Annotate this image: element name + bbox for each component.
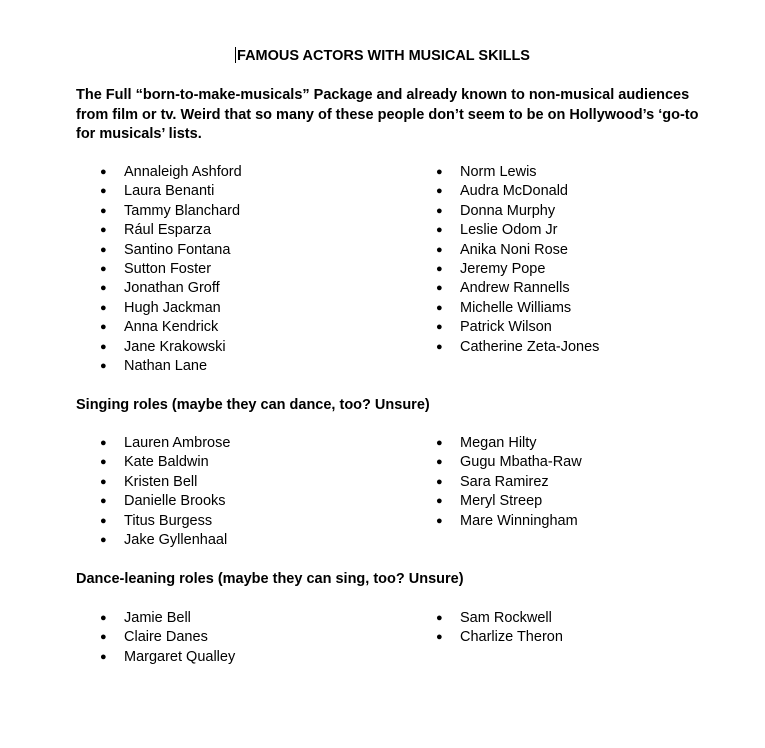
actor-name: Megan Hilty: [460, 435, 537, 451]
actor-name: Titus Burgess: [124, 512, 213, 529]
bullet-icon: ●: [436, 475, 443, 488]
actor-name: Meryl Streep: [460, 493, 543, 510]
dance-roles-heading: Dance-leaning roles (maybe they can sing, too? Unsure): [76, 571, 464, 587]
actor-name: Jamie Bell: [124, 610, 191, 626]
actor-name: Hugh Jackman: [124, 299, 221, 316]
actor-name: Charlize Theron: [460, 629, 563, 646]
bullet-icon: ●: [100, 185, 107, 198]
actor-name: Michelle Williams: [460, 299, 572, 316]
intro-paragraph: The Full “born-to-make-musicals” Package and already known to non-musical audiences from film or tv. Weird that so many of these people don’t seem to be on Hollywood’s ‘go-to for musicals’ lists.: [76, 87, 699, 142]
actor-name: Tammy Blanchard: [124, 202, 241, 219]
actor-name: Leslie Odom Jr: [460, 222, 558, 239]
actor-name: Rául Esparza: [124, 222, 212, 239]
actor-name: Donna Murphy: [460, 202, 556, 219]
actor-name: Laura Benanti: [124, 183, 215, 200]
bullet-icon: ●: [436, 631, 443, 644]
document-title[interactable]: [0, 47, 765, 65]
actor-name: Audra McDonald: [460, 183, 568, 200]
text-cursor: [235, 47, 236, 63]
bullet-icon: ●: [100, 301, 107, 314]
actor-name: Annaleigh Ashford: [124, 164, 242, 180]
actor-name: Patrick Wilson: [460, 319, 552, 336]
bullet-icon: ●: [100, 204, 107, 217]
actor-name: Margaret Qualley: [124, 648, 236, 665]
document-title-text: FAMOUS ACTORS WITH MUSICAL SKILLS: [237, 48, 530, 64]
bullet-icon: ●: [436, 340, 443, 353]
bullet-icon: ●: [436, 301, 443, 314]
bullet-icon: ●: [100, 282, 107, 295]
actor-name: Nathan Lane: [124, 357, 208, 374]
actor-name: Jeremy Pope: [460, 260, 546, 277]
bullet-icon: ●: [436, 282, 443, 295]
bullet-icon: ●: [436, 204, 443, 217]
actor-name: Kristen Bell: [124, 473, 198, 490]
bullet-icon: ●: [100, 321, 107, 334]
bullet-icon: ●: [436, 495, 443, 508]
actor-name: Jonathan Groff: [124, 280, 220, 297]
bullet-icon: ●: [436, 224, 443, 237]
bullet-icon: ●: [436, 437, 443, 449]
actor-name: Gugu Mbatha-Raw: [460, 454, 582, 471]
actor-name: Sutton Foster: [124, 260, 212, 277]
actor-name: Jake Gyllenhaal: [124, 531, 228, 548]
actor-name: Mare Winningham: [460, 512, 578, 529]
actor-name: Sara Ramirez: [460, 473, 549, 490]
bullet-icon: ●: [436, 514, 443, 527]
singing-roles-heading: Singing roles (maybe they can dance, too? Unsure): [76, 397, 430, 413]
actor-name: Andrew Rannells: [460, 280, 570, 297]
bullet-icon: ●: [436, 456, 443, 469]
actor-name: Anika Noni Rose: [460, 241, 568, 258]
actor-name: Norm Lewis: [460, 164, 537, 180]
actor-name: Sam Rockwell: [460, 610, 552, 626]
bullet-icon: ●: [436, 243, 443, 256]
actor-name: Santino Fontana: [124, 241, 231, 258]
bullet-icon: ●: [100, 514, 107, 527]
bullet-icon: ●: [100, 475, 107, 488]
actor-name: Kate Baldwin: [124, 454, 209, 471]
bullet-icon: ●: [100, 166, 107, 178]
bullet-icon: ●: [100, 359, 107, 372]
bullet-icon: ●: [436, 321, 443, 334]
bullet-icon: ●: [100, 456, 107, 469]
bullet-icon: ●: [100, 533, 107, 546]
bullet-icon: ●: [436, 262, 443, 275]
bullet-icon: ●: [100, 650, 107, 663]
bullet-icon: ●: [100, 340, 107, 353]
bullet-icon: ●: [100, 224, 107, 237]
bullet-icon: ●: [436, 612, 443, 624]
bullet-icon: ●: [100, 437, 107, 449]
actor-name: Catherine Zeta-Jones: [460, 338, 600, 355]
bullet-icon: ●: [100, 612, 107, 624]
actor-name: Anna Kendrick: [124, 319, 219, 336]
bullet-icon: ●: [100, 243, 107, 256]
actor-name: Jane Krakowski: [124, 338, 226, 355]
bullet-icon: ●: [100, 262, 107, 275]
actor-name: Claire Danes: [124, 629, 208, 646]
bullet-icon: ●: [436, 166, 443, 178]
actor-name: Danielle Brooks: [124, 493, 226, 510]
bullet-icon: ●: [100, 495, 107, 508]
bullet-icon: ●: [436, 185, 443, 198]
actor-name: Lauren Ambrose: [124, 435, 231, 451]
bullet-icon: ●: [100, 631, 107, 644]
